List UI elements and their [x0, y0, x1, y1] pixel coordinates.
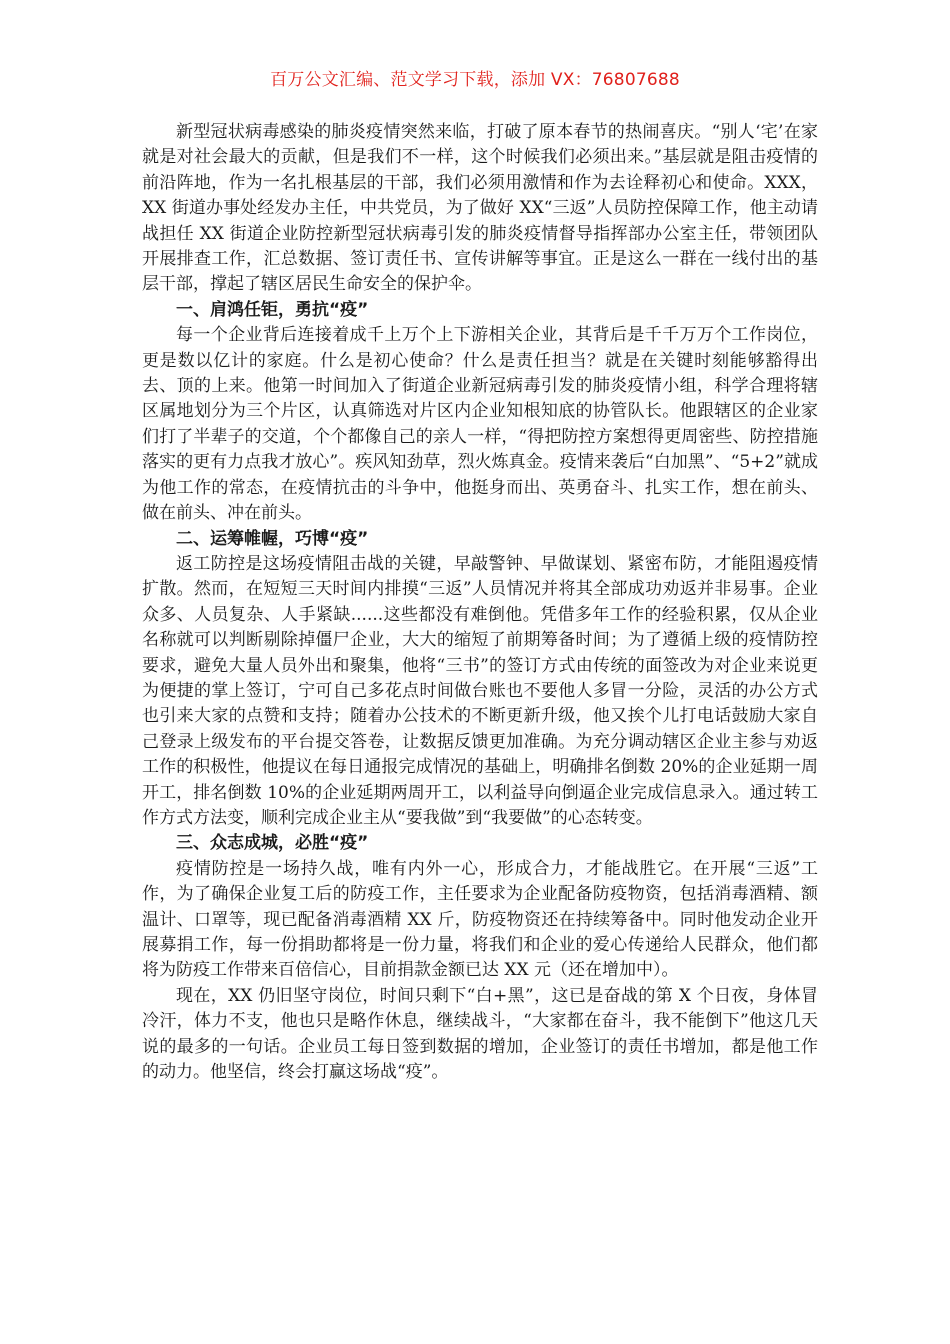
section-1-heading: 一、肩鸿任钜，勇抗“疫”	[176, 299, 369, 320]
section-2-paragraph: 返工防控是这场疫情阻击战的关键，早敲警钟、早做谋划、紧密布防，才能阻遏疫情扩散。然而，在短短三天时间内排摸“三返”人员情况并将其全部成功劝返并非易事。企业众多、人员复杂、人手紧缺......这些都没有难倒他。凭借多年工作的经验积累，仅从企业名称就可以判断剔除掉僵尸企业，大大的缩短了前期筹备时间；为了遵循上级的疫情防控要求，避免大量人员外出和聚集，他将“三书”的签订方式由传统的面签改为对企业来说更为便捷的掌上签订，宁可自己多花点时间做台账也不要他人多冒一分险，灵活的办公方式也引来大家的点赞和支持；随着办公技术的不断更新升级，他又挨个儿打电话鼓励大家自己登录上级发布的平台提交答卷，让数据反馈更加准确。为充分调动辖区企业主参与劝返工作的积极性，他提议在每日通报完成情况的基础上，明确排名倒数 20%的企业延期一周开工，排名倒数 10%的企业延期两周开工，以利益导向倒逼企业完成信息录入。通过转工作方式方法变，顺利完成企业主从“要我做”到“我要做”的心态转变。	[142, 553, 818, 828]
section-2-heading: 二、运筹帷幄，巧博“疫”	[176, 528, 369, 549]
header-banner: 百万公文汇编、范文学习下载，添加 VX：76807688	[270, 70, 680, 90]
section-3-paragraph: 疫情防控是一场持久战，唯有内外一心，形成合力，才能战胜它。在开展“三返”工作，为了确保企业复工后的防疫工作，主任要求为企业配备防疫物资，包括消毒酒精、额温计、口罩等，现已配备消毒酒精 XX 斤，防疫物资还在持续筹备中。同时他发动企业开展募捐工作，每一份捐助都将是一份力量，将我们和企业的爱心传递给人民群众，他们都将为防疫工作带来百倍信心，目前捐款金额已达 XX 元（还在增加中）。	[142, 858, 818, 981]
closing-paragraph: 现在，XX 仍旧坚守岗位，时间只剩下“白+黑”，这已是奋战的第 X 个日夜，身体冒冷汗，体力不支，他也只是略作休息，继续战斗，“大家都在奋斗，我不能倒下”他这几天说的最多的一句话。企业员工每日签到数据的增加，企业签订的责任书增加，都是他工作的动力。他坚信，终会打赢这场战“疫”。	[142, 985, 818, 1083]
article-body	[142, 120, 818, 1085]
section-1-paragraph: 每一个企业背后连接着成千上万个上下游相关企业，其背后是千千万万个工作岗位，更是数以亿计的家庭。什么是初心使命？什么是责任担当？就是在关键时刻能够豁得出去、顶的上来。他第一时间加入了街道企业新冠病毒引发的肺炎疫情小组，科学合理将辖区属地划分为三个片区，认真筛选对片区内企业知根知底的协管队长。他跟辖区的企业家们打了半辈子的交道，个个都像自己的亲人一样，“得把防控方案想得更周密些、防控措施落实的更有力点我才放心”。疾风知劲草，烈火炼真金。疫情来袭后“白加黑”、“5+2”就成为他工作的常态，在疫情抗击的斗争中，他挺身而出、英勇奋斗、扎实工作，想在前头、做在前头、冲在前头。	[142, 325, 818, 524]
intro-paragraph: 新型冠状病毒感染的肺炎疫情突然来临，打破了原本春节的热闹喜庆。“别人‘宅’在家就是对社会最大的贡献，但是我们不一样，这个时候我们必须出来。”基层就是阻击疫情的前沿阵地，作为一名扎根基层的干部，我们必须用激情和作为去诠释初心和使命。XXX，XX 街道办事处经发办主任，中共党员，为了做好 XX“三返”人员防控保障工作，他主动请战担任 XX 街道企业防控新型冠状病毒引发的肺炎疫情督导指挥部办公室主任，带领团队开展排查工作，汇总数据、签订责任书、宣传讲解等事宜。正是这么一群在一线付出的基层干部，撑起了辖区居民生命安全的保护伞。	[142, 122, 818, 295]
section-3-heading: 三、众志成城，必胜“疫”	[176, 833, 369, 854]
